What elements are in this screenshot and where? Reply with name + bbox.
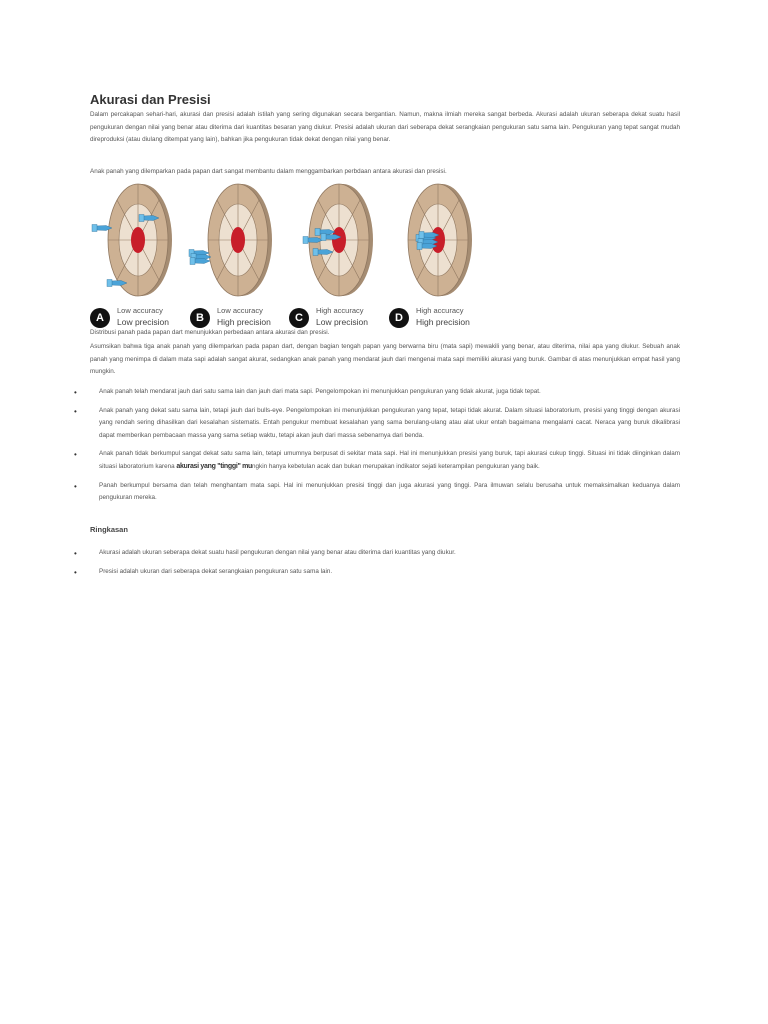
badge-d: D: [389, 308, 409, 328]
dart-intro-paragraph: Anak panah yang dilemparkan pada papan dart sangat membantu dalam menggambarkan perbdaan antara akurasi dan presisi.: [90, 168, 447, 175]
badge-b: B: [190, 308, 210, 328]
dartboard-b: [189, 184, 272, 296]
list-item: • Anak panah telah mendarat jauh dari satu sama lain dan jauh dari mata sapi. Pengelompokan ini menunjukkan pengukuran yang tidak akurat, juga tidak tepat.: [74, 386, 680, 399]
bullet-icon: •: [74, 567, 77, 577]
badge-c: C: [289, 308, 309, 328]
dartboard-figure: A Low accuracy Low precision B Low accuracy High precision C High accuracy Low precision D High accuracy High precision: [90, 180, 490, 332]
dartboard-c: [303, 184, 373, 296]
intro-paragraph: Dalam percakapan sehari-hari, akurasi dan presisi adalah istilah yang sering digunakan secara bergantian. Namun, makna ilmiah mereka sangat berbeda. Akurasi adalah ukuran seberapa dekat suatu hasil pengukuran dengan nilai yang benar atau diterima dari kuantitas besaran yang diukur. Presisi adalah ukuran dari seberapa dekat serangkaian pengukuran satu sama lain. Pengukuran yang tepat sangat mudah direproduksi (atau diulang ditempat yang lain), bahkan jika pengukuran tidak dekat dengan nilai yang benar.: [90, 111, 680, 144]
explanation-paragraph: Asumsikan bahwa tiga anak panah yang dilemparkan pada papan dart, dengan bagian tengah papan yang berwarna biru (mata sapi) mewakili yang benar, atau diterima, nilai apa yang diukur. Sebuah anak panah yang menimpa di dalam mata sapi adalah sangat akurat, sedangkan anak panah yang mendarat jauh dari mengenai mata sapi memiliki akurasi yang buruk. Gambar di atas menunjukkan empat hasil yang mungkin.: [90, 343, 680, 376]
list-item: • Presisi adalah ukuran dari seberapa dekat serangkaian pengukuran satu sama lain.: [74, 566, 680, 579]
dartboard-illustration: [90, 180, 490, 308]
emphasized-text: akurasi yang "tinggi" mu: [176, 462, 253, 470]
bullet-icon: •: [74, 450, 77, 460]
dartboard-a: [92, 184, 172, 296]
list-item: • Panah berkumpul bersama dan telah menghantam mata sapi. Hal ini menunjukkan presisi tinggi dan juga akurasi yang tinggi. Para ilmuwan selalu berusaha untuk memaksimalkan keduanya dalam pengukuran mereka.: [74, 481, 680, 502]
badge-a: A: [90, 308, 110, 328]
page-title: Akurasi dan Presisi: [90, 92, 211, 107]
list-item: • Akurasi adalah ukuran seberapa dekat suatu hasil pengukuran dengan nilai yang benar atau diterima dari kuantitas yang diukur.: [74, 547, 680, 560]
summary-heading: Ringkasan: [90, 525, 128, 534]
bullet-icon: •: [74, 481, 77, 491]
bullet-icon: •: [74, 406, 77, 416]
bullet-icon: •: [74, 549, 77, 558]
list-item: • Anak panah yang dekat satu sama lain, tetapi jauh dari bulls-eye. Pengelompokan ini menunjukkan pengukuran yang tepat, tetapi tidak akurat. Dalam situasi laboratorium, presisi yang tinggi dengan akurasi yang rendah sering dihasilkan dari kesalahan sistematis. Entah pengukur membuat kesalahan yang sama berulang-ulang atau alat ukur entah bagaimana mengalami cacat. Neraca yang buruk dikalibrasi dapat memberikan pembacaan massa yang sama setiap waktu, tetapi akan jauh dari massa sebenarnya dari benda.: [74, 406, 680, 439]
list-item: • Anak panah tidak berkumpul sangat dekat satu sama lain, tetapi umumnya berpusat di sekitar mata sapi. Hal ini menunjukkan presisi yang buruk, tapi akurasi cukup tinggi. Situasi ini tidak diinginkan dalam situasi laboratorium karena akurasi yang "tinggi" mungkin hanya kebetulan acak dan bukan merupakan indikator sejati keterampilan pengukuran yang baik.: [74, 450, 680, 470]
dartboard-d: [408, 184, 472, 296]
figure-caption: Distribusi panah pada papan dart menunjukkan perbedaan antara akurasi dan presisi.: [90, 329, 330, 336]
outcomes-list: [74, 386, 680, 511]
bullet-icon: •: [74, 388, 77, 397]
summary-list: [74, 547, 680, 584]
